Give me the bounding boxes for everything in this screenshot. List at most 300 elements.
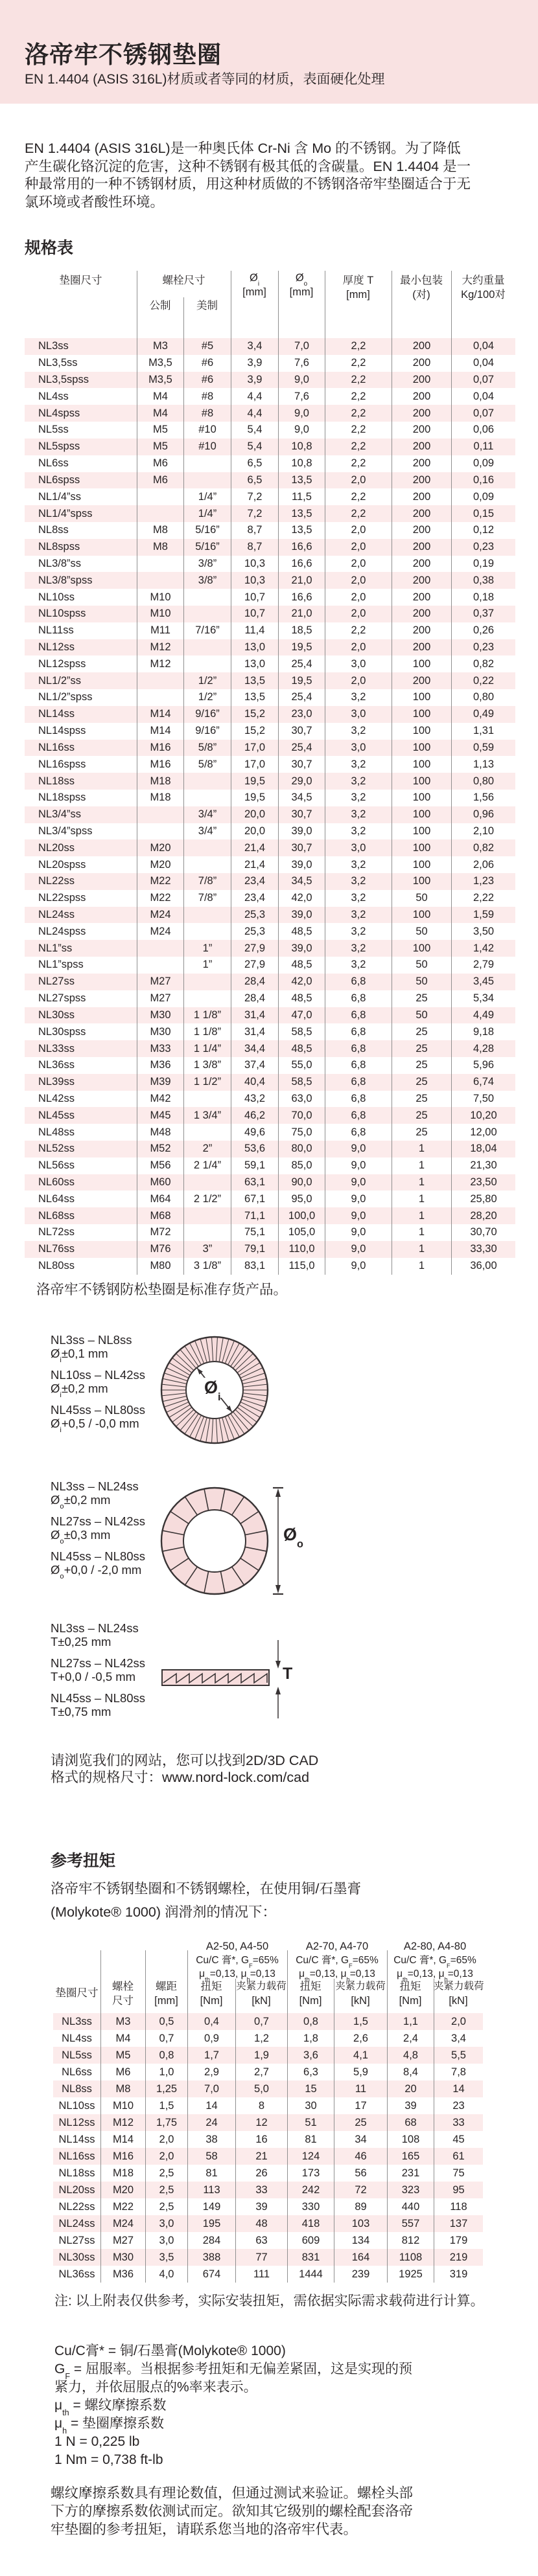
spec-row-name: NL1/4”ss <box>38 490 82 503</box>
spec-cell: 21,0 <box>278 572 325 589</box>
spec-cell: 2,10 <box>451 823 515 840</box>
spec-cell: 50 <box>392 957 451 974</box>
size-range: NL10ss – NL42ss <box>51 1368 146 1382</box>
size-range: NL3ss – NL24ss <box>51 1479 139 1493</box>
spec-cell: 6,8 <box>325 974 392 990</box>
divider <box>100 1950 101 2013</box>
tolerance-label <box>51 1514 146 1546</box>
spec-cell: 17,0 <box>231 756 278 773</box>
torque-row-name: NL18ss <box>58 2167 95 2179</box>
torque-cell: 63 <box>235 2232 287 2249</box>
spec-row-name: NL5ss <box>38 424 69 436</box>
spec-cell: 1 <box>392 1207 451 1224</box>
spec-row-name: NL52ss <box>25 1141 137 1157</box>
spec-cell: 53,6 <box>231 1141 278 1157</box>
spec-cell: #6 <box>183 372 231 389</box>
col-torque: 扭矩 <box>200 1981 222 1992</box>
spec-row-name: NL76ss <box>25 1241 137 1258</box>
spec-cell <box>183 790 231 806</box>
spec-cell: 0,09 <box>451 488 515 505</box>
torque-cell: 4,1 <box>334 2047 387 2064</box>
spec-cell: 100 <box>392 856 451 873</box>
torque-cell: M30 <box>100 2249 145 2266</box>
spec-cell: 0,19 <box>451 556 515 573</box>
torque-cell: 3,0 <box>145 2232 187 2249</box>
col-inner-dia: $Ø_i$ <box>249 272 260 288</box>
spec-cell <box>137 488 183 505</box>
spec-cell: 2,2 <box>325 372 392 389</box>
torque-cell: M12 <box>100 2114 145 2131</box>
spec-cell <box>183 639 231 656</box>
spec-cell: 200 <box>392 488 451 505</box>
spec-cell: 25 <box>392 1057 451 1074</box>
torque-cell: 1,0 <box>145 2064 187 2080</box>
spec-cell: 25 <box>392 1124 451 1141</box>
torque-cell: 195 <box>187 2215 235 2232</box>
spec-cell <box>183 1207 231 1224</box>
spec-cell: 200 <box>392 539 451 556</box>
spec-row-name: NL12spss <box>38 657 86 670</box>
spec-cell: 0,07 <box>451 372 515 389</box>
spec-cell: 21,0 <box>278 606 325 622</box>
spec-cell: 42,0 <box>278 974 325 990</box>
torque-cell: 46 <box>334 2148 387 2165</box>
spec-row-name: NL6ss <box>38 457 69 470</box>
grade-label: A2-80, A4-80 <box>403 1941 467 1952</box>
spec-cell: 23,4 <box>231 873 278 890</box>
spec-cell: 39,0 <box>278 907 325 924</box>
spec-row-name: NL30ss <box>25 1007 137 1024</box>
spec-cell: 48,5 <box>278 923 325 940</box>
spec-cell: M68 <box>137 1207 183 1224</box>
spec-cell: 1/2” <box>183 689 231 706</box>
torque-cell: 319 <box>434 2266 483 2283</box>
spec-cell: 9,0 <box>325 1157 392 1174</box>
spec-cell: M18 <box>137 773 183 790</box>
spec-cell: 17,0 <box>231 740 278 757</box>
spec-cell: 3,2 <box>325 773 392 790</box>
spec-cell: 83,1 <box>231 1258 278 1275</box>
spec-row-name: NL22spss <box>38 892 86 904</box>
spec-cell: 2,2 <box>325 622 392 639</box>
spec-cell: 5/16” <box>183 539 231 556</box>
spec-cell: 95,0 <box>278 1191 325 1207</box>
spec-cell: 4,4 <box>231 388 278 405</box>
spec-cell: M39 <box>137 1074 183 1091</box>
spec-cell: M36 <box>137 1057 183 1074</box>
page-title: 洛帝牢不锈钢垫圈 <box>25 41 222 68</box>
spec-cell: M27 <box>137 974 183 990</box>
torque-cell: 831 <box>287 2249 334 2266</box>
spec-cell: 100 <box>392 823 451 840</box>
torque-cell: 323 <box>387 2182 434 2198</box>
torque-grade-group <box>187 1940 287 1981</box>
spec-cell: 100,0 <box>278 1207 325 1224</box>
spec-cell: 31,4 <box>231 1007 278 1024</box>
torque-cell: 0,8 <box>145 2047 187 2064</box>
torque-cell: 7,8 <box>434 2064 483 2080</box>
torque-cell: 2,5 <box>145 2165 187 2182</box>
torque-cell: 2,0 <box>434 2013 483 2030</box>
spec-cell: M60 <box>137 1174 183 1191</box>
spec-cell <box>183 589 231 606</box>
spec-section-heading: 规格表 <box>25 239 74 257</box>
spec-cell: 3,50 <box>451 923 515 940</box>
spec-cell: 3,2 <box>325 756 392 773</box>
spec-cell <box>183 974 231 990</box>
tolerance-value: $Ø_i\pm 0,1$ mm <box>51 1346 108 1365</box>
spec-cell <box>137 572 183 589</box>
spec-cell: 6,8 <box>325 1040 392 1057</box>
spec-cell: M12 <box>137 655 183 672</box>
spec-cell: 3,2 <box>325 806 392 823</box>
spec-cell <box>137 806 183 823</box>
spec-cell: 0,04 <box>451 388 515 405</box>
spec-cell: 2” <box>183 1141 231 1157</box>
spec-row-name: NL10ss <box>38 591 75 603</box>
spec-cell: 100 <box>392 806 451 823</box>
spec-cell: 6,8 <box>325 990 392 1007</box>
spec-cell <box>137 505 183 522</box>
text-line: (Molykote® 1000) 润滑剂的情况下： <box>51 1904 276 1920</box>
spec-cell: 8,7 <box>231 522 278 539</box>
spec-cell: M24 <box>137 907 183 924</box>
spec-cell: 200 <box>392 422 451 439</box>
text-line: $G_F$ = 屈服率。当根据参考扭矩和无偏差紧固，这是实现的预 <box>54 2362 412 2381</box>
spec-row-name: NL5spss <box>25 439 137 455</box>
spec-cell: 34,5 <box>278 873 325 890</box>
spec-cell: 63,1 <box>231 1174 278 1191</box>
text-line: $\mu_h$ = 垫圈摩擦系数 <box>54 2416 165 2435</box>
spec-cell: 1 <box>392 1258 451 1275</box>
tolerance-value: T+0,0 / -0,5 mm <box>51 1669 136 1683</box>
spec-cell: 25,4 <box>278 655 325 672</box>
spec-cell: 200 <box>392 622 451 639</box>
torque-cell: 1,2 <box>235 2030 287 2047</box>
spec-cell: 10,20 <box>451 1107 515 1124</box>
spec-cell: 48,5 <box>278 957 325 974</box>
spec-cell: 6,8 <box>325 1091 392 1108</box>
spec-cell <box>183 1224 231 1241</box>
tolerance-label <box>51 1622 145 1648</box>
torque-cell: 5,5 <box>434 2047 483 2064</box>
spec-cell: 3,9 <box>231 355 278 372</box>
col-torque-unit: [Nm] <box>299 1995 322 2007</box>
outer-dia-washer-diagram <box>156 1482 292 1603</box>
torque-cell: 1,25 <box>145 2080 187 2097</box>
spec-cell: 25,80 <box>451 1191 515 1207</box>
torque-cell: M18 <box>100 2165 145 2182</box>
torque-cell: 89 <box>334 2198 387 2215</box>
torque-table-body <box>53 2013 483 2283</box>
spec-cell: #6 <box>183 355 231 372</box>
text-line: 请浏览我们的网站，您可以找到2D/3D CAD <box>51 1753 319 1768</box>
spec-cell: M4 <box>137 388 183 405</box>
col-weight: 大约重量 <box>462 275 505 286</box>
washer-side-view <box>156 1632 292 1723</box>
spec-cell: M8 <box>137 539 183 556</box>
footnote-definitions <box>54 2342 412 2469</box>
spec-cell <box>183 839 231 856</box>
spec-cell: 1,31 <box>451 723 515 740</box>
inner-dia-dim-label: $Ø_i$ <box>202 1378 223 1398</box>
spec-cell: 2,0 <box>325 522 392 539</box>
spec-cell: 10,8 <box>278 455 325 472</box>
friction-label: $\mu_{th}=0,13$, $\mu_h=0,13$ <box>199 1968 275 1983</box>
spec-cell: 2,06 <box>451 856 515 873</box>
spec-row-name: NL4ss <box>38 390 69 402</box>
spec-cell: 3,0 <box>325 839 392 856</box>
inner-dia-tolerance-labels <box>51 1334 145 1439</box>
torque-cell: 0,5 <box>145 2013 187 2030</box>
spec-cell: 0,80 <box>451 773 515 790</box>
spec-cell: 3,2 <box>325 823 392 840</box>
torque-cell: 12 <box>235 2114 287 2131</box>
spec-cell: 25 <box>392 1023 451 1040</box>
text-line: 下方的摩擦系数依测试而定。欲知其它级别的螺栓配套洛帝 <box>51 2503 414 2519</box>
tolerance-value: $Ø_o\pm 0,3$ mm <box>51 1527 111 1546</box>
torque-cell: 1,7 <box>187 2047 235 2064</box>
col-clamp-load: 夹紧力载荷 <box>434 1981 484 1992</box>
col-weight-unit: Kg/100对 <box>461 289 506 301</box>
col-bolt-size-l2: 尺寸 <box>112 1995 134 2007</box>
spec-row-name: NL10spss <box>25 606 137 622</box>
spec-cell: 9,0 <box>325 1207 392 1224</box>
torque-cell: 56 <box>334 2165 387 2182</box>
spec-cell: M6 <box>137 472 183 489</box>
spec-cell: 90,0 <box>278 1174 325 1191</box>
spec-cell: 10,7 <box>231 606 278 622</box>
torque-cell: 2,6 <box>334 2030 387 2047</box>
spec-cell: 3,2 <box>325 790 392 806</box>
torque-cell: 239 <box>334 2266 387 2283</box>
spec-cell <box>137 823 183 840</box>
size-range: NL45ss – NL80ss <box>51 1403 146 1417</box>
spec-cell: 1,23 <box>451 873 515 890</box>
col-torque-unit: [Nm] <box>200 1995 223 2007</box>
spec-cell: 11,4 <box>231 622 278 639</box>
spec-cell: 48,5 <box>278 1040 325 1057</box>
spec-cell: 2,0 <box>325 556 392 573</box>
spec-cell: 4,49 <box>451 1007 515 1024</box>
spec-cell: 3,2 <box>325 923 392 940</box>
spec-cell: 7,6 <box>278 355 325 372</box>
paste-label: Cu/C 膏*, $G_F=65\%$ <box>296 1955 379 1969</box>
spec-cell: 34,5 <box>278 790 325 806</box>
spec-cell: 25 <box>392 1040 451 1057</box>
spec-cell: 3/4” <box>183 823 231 840</box>
spec-row-name: NL12ss <box>25 639 137 656</box>
spec-cell: 21,30 <box>451 1157 515 1174</box>
spec-cell: 0,26 <box>451 622 515 639</box>
tolerance-label <box>51 1333 145 1365</box>
spec-cell: 3,2 <box>325 689 392 706</box>
spec-cell: 1/2” <box>183 672 231 689</box>
page-subtitle: EN 1.4404 (ASIS 316L)材质或者等同的材质，表面硬化处理 <box>25 72 385 87</box>
spec-cell: 3/8” <box>183 572 231 589</box>
torque-cell: M8 <box>100 2080 145 2097</box>
spec-cell: 19,5 <box>231 773 278 790</box>
col-min-pack-unit: (对) <box>412 289 430 301</box>
tolerance-value: T±0,75 mm <box>51 1704 111 1718</box>
spec-cell: 79,1 <box>231 1241 278 1258</box>
spec-row-name: NL72ss <box>38 1226 75 1238</box>
torque-cell: 137 <box>434 2215 483 2232</box>
spec-row-name: NL48ss <box>38 1126 75 1138</box>
spec-cell: 6,8 <box>325 1023 392 1040</box>
spec-cell: 6,5 <box>231 455 278 472</box>
spec-cell <box>183 606 231 622</box>
torque-cell: 26 <box>235 2165 287 2182</box>
spec-row-name: NL3ss <box>25 338 137 355</box>
torque-cell: 4,8 <box>387 2047 434 2064</box>
washer-top-view-cams <box>156 1482 292 1600</box>
torque-cell: 33 <box>235 2182 287 2198</box>
text-line: 1 Nm = 0,738 ft-lb <box>54 2452 163 2467</box>
spec-cell: 9,0 <box>325 1258 392 1275</box>
spec-cell: M72 <box>137 1224 183 1241</box>
torque-cell: 24 <box>187 2114 235 2131</box>
spec-cell: 5,34 <box>451 990 515 1007</box>
spec-cell: 19,5 <box>231 790 278 806</box>
torque-cell: 388 <box>187 2249 235 2266</box>
torque-cell: 1444 <box>287 2266 334 2283</box>
torque-cell: 68 <box>387 2114 434 2131</box>
spec-cell: 200 <box>392 672 451 689</box>
spec-cell: 43,2 <box>231 1091 278 1108</box>
torque-cell: 14 <box>187 2097 235 2114</box>
spec-cell: 2,22 <box>451 890 515 907</box>
torque-cell: 1,1 <box>387 2013 434 2030</box>
torque-cell: 16 <box>235 2131 287 2148</box>
spec-cell: 58,5 <box>278 1074 325 1091</box>
spec-cell <box>183 472 231 489</box>
spec-cell: 12,00 <box>451 1124 515 1141</box>
torque-cell: M36 <box>100 2266 145 2283</box>
spec-cell: 6,74 <box>451 1074 515 1091</box>
spec-row-name: NL27ss <box>25 974 137 990</box>
spec-cell <box>183 923 231 940</box>
spec-cell: 31,4 <box>231 1023 278 1040</box>
col-min-pack: 最小包装 <box>400 275 443 286</box>
text-line: 产生碳化铬沉淀的危害，这种不锈钢有极其低的含碳量。EN 1.4404 是一 <box>25 158 471 174</box>
spec-cell: 6,8 <box>325 1057 392 1074</box>
text-line: EN 1.4404 (ASIS 316L)是一种奥氏体 Cr-Ni 含 Mo 的不锈钢。为了降低 <box>25 141 461 156</box>
torque-cell: 1,5 <box>334 2013 387 2030</box>
spec-cell: 9,0 <box>278 405 325 422</box>
torque-row-name: NL4ss <box>62 2032 92 2044</box>
torque-cell: 3,5 <box>145 2249 187 2266</box>
spec-row-name: NL8ss <box>38 524 69 536</box>
spec-cell: M10 <box>137 606 183 622</box>
spec-row-name: NL39ss <box>25 1074 137 1091</box>
spec-cell: 25,4 <box>278 689 325 706</box>
torque-cell: 81 <box>187 2165 235 2182</box>
spec-cell: 7,0 <box>278 338 325 355</box>
spec-cell: M14 <box>137 706 183 723</box>
spec-cell: #10 <box>183 439 231 455</box>
col-us: 美制 <box>196 300 218 312</box>
torque-cell: 5,0 <box>235 2080 287 2097</box>
spec-cell <box>137 957 183 974</box>
spec-cell: 3/4” <box>183 806 231 823</box>
spec-row-name: NL16spss <box>38 758 86 770</box>
col-bolt-size: 螺栓 <box>112 1981 134 1992</box>
spec-cell: M16 <box>137 740 183 757</box>
spec-cell: M11 <box>137 622 183 639</box>
torque-cell: 108 <box>387 2131 434 2148</box>
tolerance-label <box>51 1479 145 1511</box>
torque-cell: 1925 <box>387 2266 434 2283</box>
spec-cell: 0,04 <box>451 338 515 355</box>
torque-cell: 20 <box>387 2080 434 2097</box>
col-thickness-unit: [mm] <box>346 289 370 301</box>
torque-cell: 609 <box>287 2232 334 2249</box>
spec-cell: 3/8” <box>183 556 231 573</box>
torque-cell: 242 <box>287 2182 334 2198</box>
torque-cell: M24 <box>100 2215 145 2232</box>
size-range: NL3ss – NL24ss <box>51 1621 139 1635</box>
torque-row-name: NL20ss <box>53 2182 100 2198</box>
torque-cell: 17 <box>334 2097 387 2114</box>
torque-cell: 111 <box>235 2266 287 2283</box>
spec-cell: M30 <box>137 1007 183 1024</box>
spec-cell: 200 <box>392 355 451 372</box>
col-pitch-unit: [mm] <box>154 1995 178 2007</box>
spec-cell: 200 <box>392 639 451 656</box>
spec-cell: M3,5 <box>137 372 183 389</box>
spec-cell: 7,50 <box>451 1091 515 1108</box>
size-range: NL27ss – NL42ss <box>51 1656 146 1670</box>
torque-row-name: NL8ss <box>53 2080 100 2097</box>
torque-cell: 11 <box>334 2080 387 2097</box>
spec-cell: 48,5 <box>278 990 325 1007</box>
col-washer-size: 垫圈尺寸 <box>55 1987 99 1999</box>
spec-cell: 39,0 <box>278 856 325 873</box>
spec-cell: M30 <box>137 1023 183 1040</box>
spec-cell: 7/8” <box>183 873 231 890</box>
torque-cell: 164 <box>334 2249 387 2266</box>
spec-cell: 1,56 <box>451 790 515 806</box>
spec-cell <box>137 689 183 706</box>
size-range: NL27ss – NL42ss <box>51 1514 146 1528</box>
torque-row-name: NL22ss <box>58 2200 95 2213</box>
spec-cell: 4,28 <box>451 1040 515 1057</box>
spec-cell: M33 <box>137 1040 183 1057</box>
torque-cell: M10 <box>100 2097 145 2114</box>
spec-cell <box>183 856 231 873</box>
torque-cell: 173 <box>287 2165 334 2182</box>
spec-cell: M42 <box>137 1091 183 1108</box>
spec-cell: 6,8 <box>325 1124 392 1141</box>
cad-website-note <box>51 1752 318 1786</box>
torque-cell: 95 <box>434 2182 483 2198</box>
spec-cell: 200 <box>392 405 451 422</box>
torque-cell: M5 <box>100 2047 145 2064</box>
spec-cell: 100 <box>392 689 451 706</box>
torque-cell: 812 <box>387 2232 434 2249</box>
torque-cell: 2,5 <box>145 2182 187 2198</box>
spec-cell: M5 <box>137 439 183 455</box>
torque-cell: 33 <box>434 2114 483 2131</box>
spec-cell: 2,2 <box>325 505 392 522</box>
spec-cell: 7,2 <box>231 488 278 505</box>
torque-cell: 124 <box>287 2148 334 2165</box>
spec-cell: 16,6 <box>278 589 325 606</box>
col-torque: 扭矩 <box>299 1981 322 1992</box>
torque-row-name: NL24ss <box>53 2215 100 2232</box>
spec-row-name: NL11ss <box>38 624 74 637</box>
